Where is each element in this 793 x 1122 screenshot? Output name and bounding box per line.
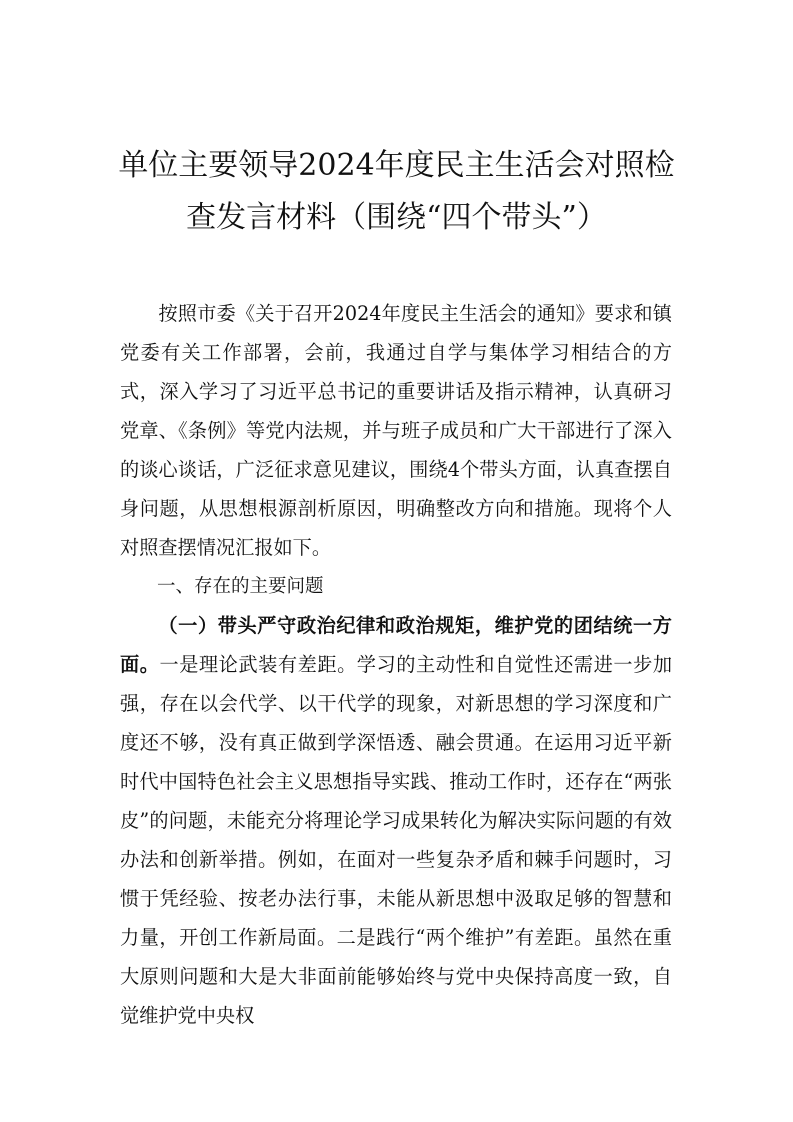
- section-heading-1: 一、存在的主要问题: [157, 576, 324, 597]
- document-body: [120, 294, 672, 1035]
- document-title: [100, 140, 693, 244]
- subsection-body-1: 一是理论武装有差距。学习的主动性和自觉性还需进一步加强，存在以会代学、以干代学的现象，对新思想的学习深度和广度还不够，没有真正做到学深悟透、融会贯通。在运用习近平新时代中国特色社会主义思想指导实践、推动工作时，还存在“两张皮”的问题，未能充分将理论学习成果转化为解决实际问题的有效办法和创新举措。例如，在面对一些复杂矛盾和棘手问题时，习惯于凭经验、按老办法行事，未能从新思想中汲取足够的智慧和力量，开创工作新局面。二是践行“两个维护”有差距。虽然在重大原则问题和大是大非面前能够始终与党中央保持高度一致，自觉维护党中央权: [120, 653, 672, 1027]
- subsection-heading-1: （一）带头严守政治纪律和政治规矩，维护党的团结统一方面。: [120, 614, 672, 676]
- intro-paragraph: 按照市委《关于召开2024年度民主生活会的通知》要求和镇党委有关工作部署，会前，我通过自学与集体学习相结合的方式，深入学习了习近平总书记的重要讲话及指示精神，认真研习党章、《条例》等党内法规，并与班子成员和广大干部进行了深入的谈心谈话，广泛征求意见建议，围绕4个带头方面，认真查摆自身问题，从思想根源剖析原因，明确整改方向和措施。现将个人对照查摆情况汇报如下。: [120, 302, 672, 559]
- subsection-paragraph-1: [120, 606, 672, 1035]
- title-line-2: 查发言材料（围绕“四个带头”）: [186, 200, 607, 235]
- title-line-1: 单位主要领导2024年度民主生活会对照检: [118, 148, 675, 183]
